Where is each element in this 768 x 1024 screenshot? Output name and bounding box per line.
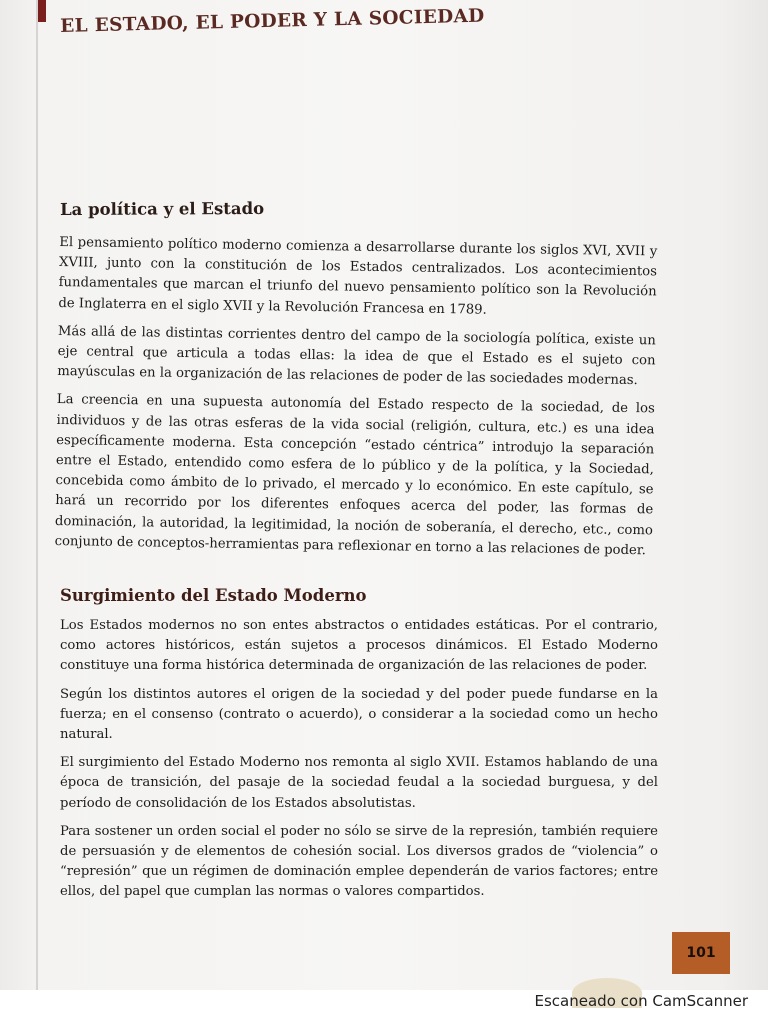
paragraph: Más allá de las distintas corrientes dentro del campo de la sociología política, existe un eje central que articula a todas ellas: la idea de que el Estado es el sujeto con mayúsculas en la organización de las relaciones de poder de las sociedades modernas. [57,323,656,389]
chapter-title: EL ESTADO, EL PODER Y LA SOCIEDAD [60,5,485,37]
page-binding-edge [36,0,38,1000]
corner-color-mark [38,0,46,22]
section-heading: Surgimiento del Estado Moderno [60,586,367,606]
section-surgimiento-estado [60,586,658,903]
page-content [54,198,658,911]
paragraph: El pensamiento político moderno comienza a desarrollarse durante los siglos XVI, XVII y XVIII, junto con la constitución de los Estados centralizados. Los acontecimientos fundamentales que marcan el triunfo del nuevo pensamiento político son la Revolución de Inglaterra en el siglo XVII y la Revolución Francesa en 1789. [58,234,658,318]
section-politica-estado [54,200,657,561]
paragraph: Según los distintos autores el origen de la sociedad y del poder puede fundarse en la fuerza; en el consenso (contrato o acuerdo), o considerar a la sociedad como un hecho natural. [60,686,658,743]
paragraph: El surgimiento del Estado Moderno nos remonta al siglo XVII. Estamos hablando de una época de transición, del pasaje de la sociedad feudal a la sociedad burguesa, y del período de consolidación de los Estados absolutistas. [60,755,658,811]
paragraph: Para sostener un orden social el poder no sólo se sirve de la represión, también requiere de persuasión y de elementos de cohesión social. Los diversos grados de “violencia” o “represión” que un régimen de dominación emplee dependerán de varios factores; entre ellos, del papel que cumplan las normas o valores compartidos. [60,823,658,900]
camscanner-watermark: Escaneado con CamScanner [534,992,748,1010]
paragraph: Los Estados modernos no son entes abstractos o entidades estáticas. Por el contrario, como actores históricos, están sujetos a procesos dinámicos. El Estado Moderno constituye una forma histórica determinada de organización de las relaciones de poder. [60,618,658,674]
section-heading: La política y el Estado [60,198,265,219]
page-number-tab: 101 [672,932,730,974]
paragraph: La creencia en una supuesta autonomía del Estado respecto de la sociedad, de los individuos y de las otras esferas de la vida social (religión, cultura, etc.) es una idea específicamente moderna. Esta concepción “estado céntrica” introdujo la separación entre el Estado, entendido como esfera de lo público y de la política, y la Sociedad, concebida como ámbito de lo privado, el mercado y lo económico. En este capítulo, se hará un recorrido por los diferentes enfoques acerca del poder, las formas de dominación, la autoridad, la legitimidad, la noción de soberanía, el derecho, etc., como conjunto de conceptos-herramientas para reflexionar en torno a las relaciones de poder. [54,392,655,559]
